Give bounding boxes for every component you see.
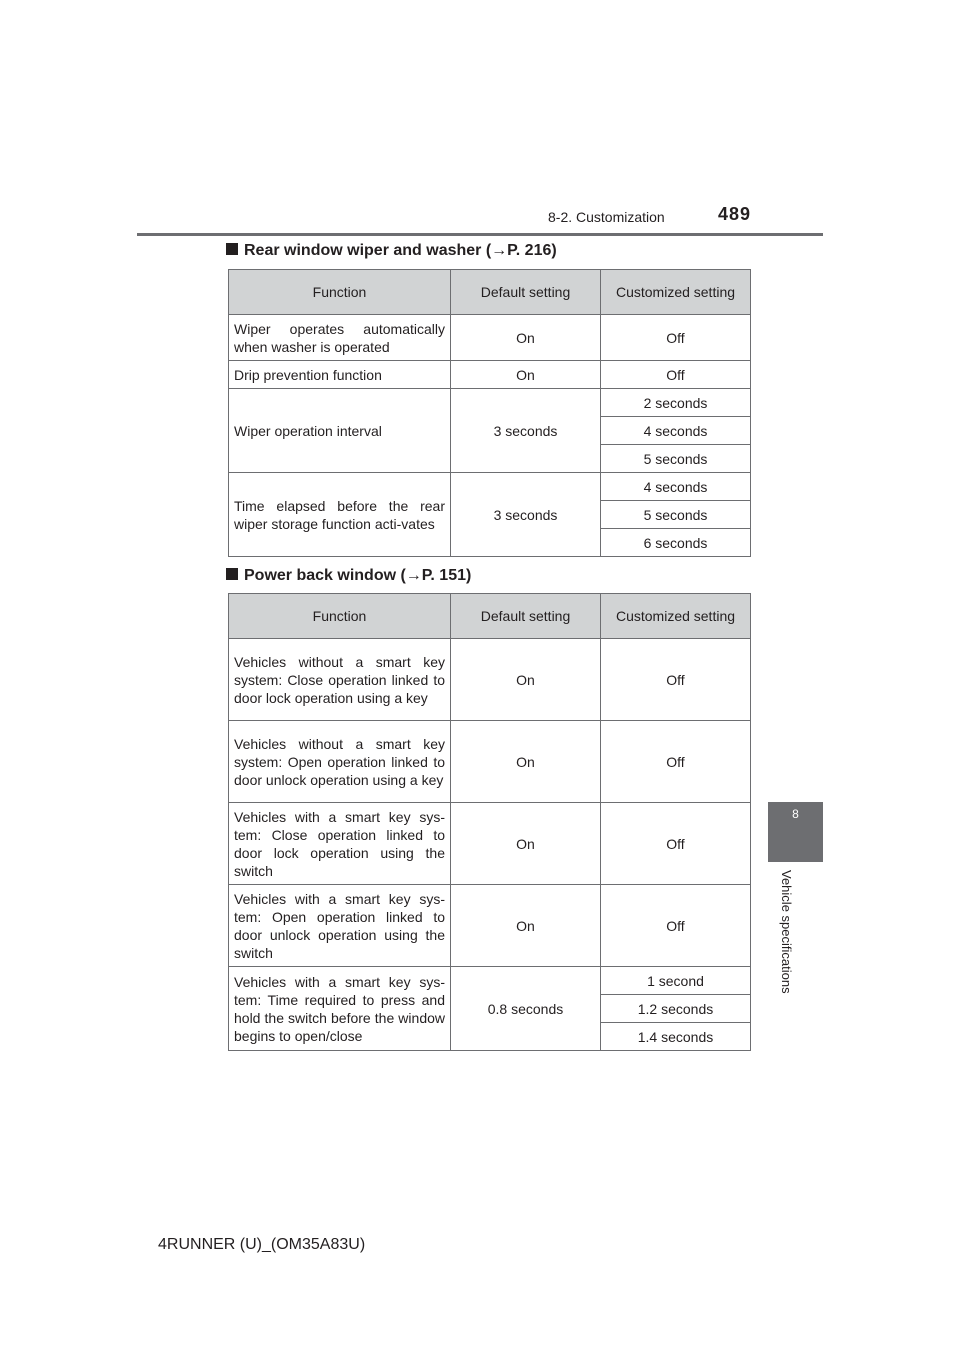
column-header: Default setting xyxy=(451,594,601,639)
default-cell: 0.8 seconds xyxy=(451,967,601,1051)
chapter-tab xyxy=(768,802,823,862)
default-cell: 3 seconds xyxy=(451,473,601,557)
function-cell: Vehicles without a smart key system: Close operation linked to door lock operation using a key xyxy=(229,639,451,721)
power-back-table xyxy=(228,593,751,1051)
function-cell: Drip prevention function xyxy=(229,361,451,389)
default-cell: On xyxy=(451,639,601,721)
custom-cell: 1.2 seconds xyxy=(601,995,751,1023)
footer-model: 4RUNNER (U)_(OM35A83U) xyxy=(158,1236,366,1253)
custom-cell: 1.4 seconds xyxy=(601,1023,751,1051)
table-row xyxy=(229,361,751,389)
rear-wiper-heading-text: Rear window wiper and washer (→P. 216) xyxy=(244,242,557,259)
default-cell: On xyxy=(451,885,601,967)
custom-cell: Off xyxy=(601,315,751,361)
default-cell: On xyxy=(451,803,601,885)
rear-wiper-table xyxy=(228,269,751,557)
header-section-title: 8-2. Customization xyxy=(548,209,665,225)
rear-wiper-heading xyxy=(226,242,557,260)
table-row xyxy=(229,473,751,501)
custom-cell: 4 seconds xyxy=(601,473,751,501)
custom-cell: Off xyxy=(601,721,751,803)
default-cell: On xyxy=(451,721,601,803)
table-row xyxy=(229,967,751,995)
bullet-icon xyxy=(226,243,238,255)
chapter-label: Vehicle specifications xyxy=(779,870,794,994)
custom-cell: Off xyxy=(601,361,751,389)
column-header: Default setting xyxy=(451,270,601,315)
custom-cell: 2 seconds xyxy=(601,389,751,417)
table-row xyxy=(229,315,751,361)
table-header-row xyxy=(229,270,751,315)
column-header: Customized setting xyxy=(601,270,751,315)
custom-cell: 4 seconds xyxy=(601,417,751,445)
function-cell: Wiper operates automatically when washer is operated xyxy=(229,315,451,361)
power-back-heading-text: Power back window (→P. 151) xyxy=(244,567,472,584)
table-row xyxy=(229,721,751,803)
table-row xyxy=(229,803,751,885)
bullet-icon xyxy=(226,568,238,580)
page-number: 489 xyxy=(718,204,752,224)
default-cell: On xyxy=(451,361,601,389)
custom-cell: 6 seconds xyxy=(601,529,751,557)
custom-cell: 5 seconds xyxy=(601,445,751,473)
column-header: Customized setting xyxy=(601,594,751,639)
default-cell: On xyxy=(451,315,601,361)
custom-cell: Off xyxy=(601,885,751,967)
custom-cell: 5 seconds xyxy=(601,501,751,529)
table-row xyxy=(229,639,751,721)
table-row xyxy=(229,389,751,417)
table-row xyxy=(229,885,751,967)
column-header: Function xyxy=(229,270,451,315)
column-header: Function xyxy=(229,594,451,639)
table-header-row xyxy=(229,594,751,639)
custom-cell: 1 second xyxy=(601,967,751,995)
function-cell: Wiper operation interval xyxy=(229,389,451,473)
function-cell: Vehicles with a smart key sys-tem: Time required to press and hold the switch before the window begins to open/close xyxy=(229,967,451,1051)
function-cell: Vehicles without a smart key system: Open operation linked to door unlock operation using a key xyxy=(229,721,451,803)
custom-cell: Off xyxy=(601,803,751,885)
custom-cell: Off xyxy=(601,639,751,721)
function-cell: Vehicles with a smart key sys-tem: Close operation linked to door lock operation using the switch xyxy=(229,803,451,885)
chapter-number: 8 xyxy=(792,807,799,821)
function-cell: Time elapsed before the rear wiper storage function acti-vates xyxy=(229,473,451,557)
power-back-heading xyxy=(226,567,471,585)
function-cell: Vehicles with a smart key sys-tem: Open operation linked to door unlock operation using the switch xyxy=(229,885,451,967)
header-rule xyxy=(137,233,823,236)
default-cell: 3 seconds xyxy=(451,389,601,473)
